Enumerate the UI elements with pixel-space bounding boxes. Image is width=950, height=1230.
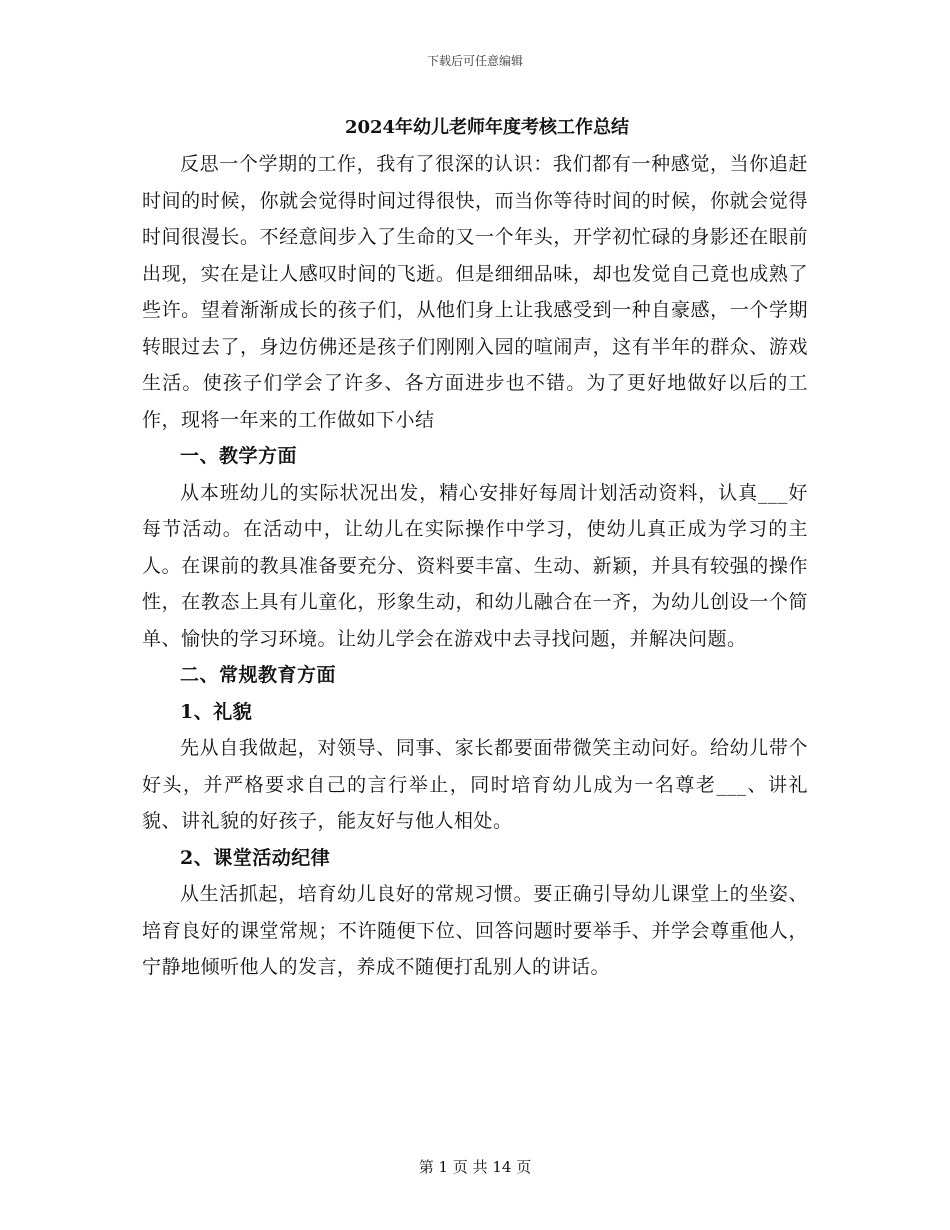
- section-body-teaching: 从本班幼儿的实际状况出发，精心安排好每周计划活动资料，认真___好每节活动。在活动中，让幼儿在实际操作中学习，使幼儿真正成为学习的主人。在课前的教具准备要充分、资料要丰富、生动、新颖，并具有较强的操作性，在教态上具有儿童化，形象生动，和幼儿融合在一齐，为幼儿创设一个简单、愉快的学习环境。让幼儿学会在游戏中去寻找问题，并解决问题。: [142, 481, 808, 650]
- subsection-heading-manners: 1、礼貌: [180, 700, 253, 723]
- document-title: 2024年幼儿老师年度考核工作总结: [344, 117, 630, 138]
- subsection-body-manners: 先从自我做起，对领导、同事、家长都要面带微笑主动问好。给幼儿带个好头，并严格要求自己的言行举止，同时培育幼儿成为一名尊老___、讲礼貌、讲礼貌的好孩子，能友好与他人相处。: [142, 737, 808, 832]
- section-heading-routine: 二、常规教育方面: [180, 664, 337, 686]
- header-note: 下载后可任意编辑: [426, 54, 523, 68]
- section-heading-teaching: 一、教学方面: [180, 445, 298, 467]
- page-footer: 第 1 页 共 14 页: [418, 1158, 532, 1176]
- subsection-heading-discipline: 2、课堂活动纪律: [180, 846, 331, 869]
- subsection-body-discipline: 从生活抓起，培育幼儿良好的常规习惯。要正确引导幼儿课堂上的坐姿、培育良好的课堂常规；不许随便下位、回答问题时要举手、并学会尊重他人，宁静地倾听他人的发言，养成不随便打乱别人的讲话。: [142, 883, 808, 978]
- document-body: [142, 110, 808, 986]
- intro-paragraph: 反思一个学期的工作，我有了很深的认识：我们都有一种感觉，当你追赶时间的时候，你就会觉得时间过得很快，而当你等待时间的时候，你就会觉得时间很漫长。不经意间步入了生命的又一个年头，开学初忙碌的身影还在眼前出现，实在是让人感叹时间的飞逝。但是细细品味，却也发觉自己竟也成熟了些许。望着渐渐成长的孩子们，从他们身上让我感受到一种自豪感，一个学期转眼过去了，身边仿佛还是孩子们刚刚入园的喧闹声，这有半年的群众、游戏生活。使孩子们学会了许多、各方面进步也不错。为了更好地做好以后的工作，现将一年来的工作做如下小结: [142, 153, 808, 431]
